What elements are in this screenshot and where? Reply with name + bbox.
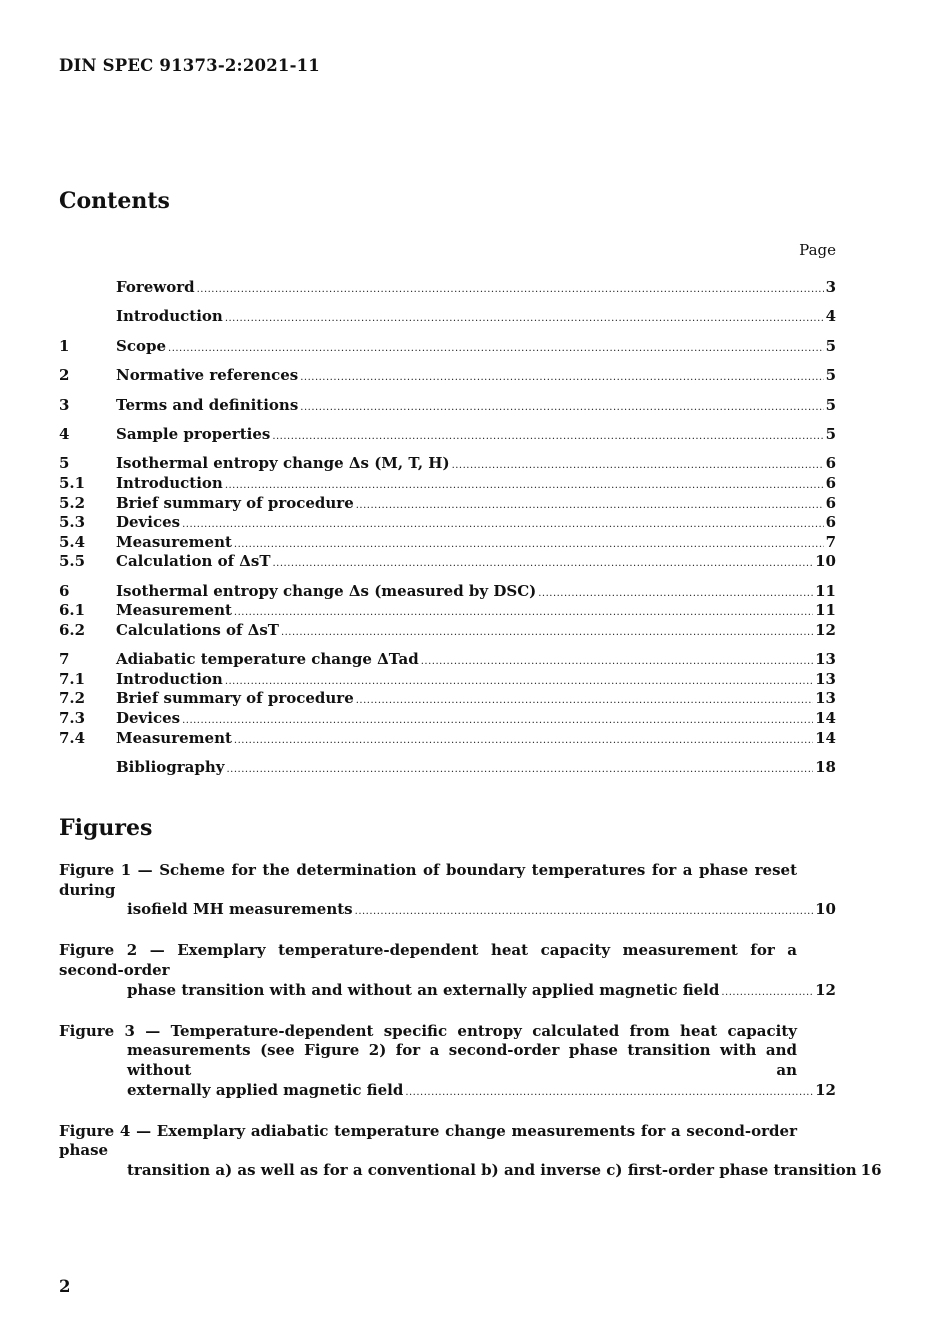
- toc-entry-number: 5.4: [59, 532, 86, 551]
- figure-page: 16: [860, 1160, 882, 1179]
- toc-entry-page: 3: [825, 278, 836, 296]
- toc-entry-title: Devices: [116, 709, 181, 728]
- toc-entry[interactable]: [59, 307, 836, 327]
- figure-entry[interactable]: [59, 1121, 882, 1183]
- dot-leader: [182, 709, 813, 731]
- dot-leader: [272, 425, 823, 447]
- dot-leader: [168, 337, 824, 359]
- toc-entry-page: 6: [825, 473, 836, 492]
- dot-leader: [182, 513, 823, 535]
- toc-entry-number: 5: [59, 454, 70, 473]
- dot-leader: [356, 689, 813, 711]
- dot-leader: [421, 650, 813, 672]
- toc-entry-number: 7.3: [59, 709, 86, 728]
- figure-page: 12: [815, 1080, 836, 1099]
- figure-entry[interactable]: [59, 861, 836, 922]
- toc-entry-title: Introduction: [116, 307, 223, 326]
- toc-entry-number: 2: [59, 366, 70, 385]
- figure-entry[interactable]: [59, 1022, 836, 1102]
- dot-leader: [452, 454, 824, 476]
- dot-leader: [225, 474, 824, 496]
- toc-entry[interactable]: [59, 650, 836, 670]
- toc-entry-page: 5: [825, 395, 836, 414]
- toc-entry-page: 13: [815, 669, 836, 688]
- toc-entry-number: 5.1: [59, 473, 86, 492]
- dot-leader: [234, 601, 813, 623]
- document-id-header: DIN SPEC 91373-2:2021-11: [59, 56, 320, 75]
- toc-entry[interactable]: [59, 513, 836, 533]
- toc-entry-title: Scope: [116, 336, 167, 355]
- figure-caption-line: isofield MH measurements: [127, 900, 353, 919]
- toc-entry-title: Adiabatic temperature change ΔTad: [116, 650, 419, 669]
- toc-entry-title: Measurement: [116, 532, 232, 551]
- toc-entry-number: 5.2: [59, 493, 86, 512]
- figure-caption-line: externally applied magnetic field: [127, 1080, 404, 1099]
- figure-caption-line: measurements (see Figure 2) for a second-order phase transition with and without an: [127, 1041, 797, 1079]
- toc-entry-number: 1: [59, 336, 70, 355]
- toc-entry-page: 6: [825, 493, 836, 512]
- figure-page: 12: [815, 980, 836, 999]
- toc-entry-page: 7: [825, 532, 836, 551]
- dot-leader: [356, 494, 824, 516]
- toc-entry-page: 6: [825, 513, 836, 532]
- toc-entry[interactable]: [59, 396, 836, 416]
- toc-entry[interactable]: [59, 366, 836, 386]
- toc-entry-number: 7.2: [59, 689, 86, 708]
- toc-entry[interactable]: [59, 621, 836, 641]
- dot-leader: [197, 278, 824, 300]
- toc-entry[interactable]: [59, 337, 836, 357]
- toc-entry-title: Brief summary of procedure: [116, 689, 354, 708]
- toc-entry-title: Devices: [116, 513, 181, 532]
- toc-entry-title: Normative references: [116, 366, 299, 385]
- toc-entry-title: Introduction: [116, 473, 223, 492]
- toc-entry[interactable]: [59, 709, 836, 729]
- toc-entry-title: Brief summary of procedure: [116, 493, 354, 512]
- toc-entry[interactable]: [59, 758, 836, 778]
- dot-leader: [234, 533, 824, 555]
- toc-entry[interactable]: [59, 689, 836, 709]
- toc-entry[interactable]: [59, 552, 836, 572]
- toc-entry-number: 4: [59, 424, 70, 443]
- toc-entry-page: 13: [815, 650, 836, 669]
- figure-caption-last-line: [59, 981, 836, 1003]
- figure-caption-line: phase transition with and without an externally applied magnetic field: [127, 980, 720, 999]
- toc-entry-title: Measurement: [116, 601, 232, 620]
- page-number: 2: [59, 1277, 71, 1296]
- figure-caption-line: transition a) as well as for a conventional b) and inverse c) first-order phase transition: [127, 1160, 857, 1179]
- toc-entry-title: Terms and definitions: [116, 395, 299, 414]
- toc-entry[interactable]: [59, 278, 836, 298]
- toc-entry-number: 7.1: [59, 669, 86, 688]
- list-of-figures: [59, 861, 882, 1202]
- toc-entry[interactable]: [59, 670, 836, 690]
- toc-entry-title: Measurement: [116, 728, 232, 747]
- figure-caption-line: Figure 3 — Temperature-dependent specific entropy calculated from heat capacity: [59, 1021, 797, 1040]
- toc-entry-title: Sample properties: [116, 424, 271, 443]
- toc-entry-page: 14: [815, 709, 836, 728]
- toc-entry-title: Isothermal entropy change Δs (measured by DSC): [116, 581, 537, 600]
- figure-entry[interactable]: [59, 941, 836, 1002]
- toc-entry-page: 10: [815, 552, 836, 571]
- dot-leader: [281, 621, 813, 643]
- toc-entry-page: 14: [815, 728, 836, 747]
- dot-leader: [405, 1081, 813, 1103]
- page-column-label: Page: [799, 241, 836, 259]
- toc-entry[interactable]: [59, 582, 836, 602]
- figure-caption-line: Figure 1 — Scheme for the determination of boundary temperatures for a phase reset during: [59, 861, 797, 899]
- contents-heading: Contents: [59, 188, 170, 214]
- toc-entry-page: 18: [815, 758, 836, 777]
- figure-caption-last-line: [59, 1081, 836, 1103]
- dot-leader: [355, 900, 813, 922]
- dot-leader: [234, 729, 813, 751]
- dot-leader: [300, 366, 823, 388]
- toc-entry[interactable]: [59, 425, 836, 445]
- dot-leader: [227, 758, 814, 780]
- toc-entry-number: 7: [59, 650, 70, 669]
- figure-caption-last-line: [59, 900, 836, 922]
- toc-entry-page: 5: [825, 366, 836, 385]
- toc-entry-title: Foreword: [116, 278, 195, 296]
- toc-entry-number: 6: [59, 581, 70, 600]
- toc-entry-number: 6.2: [59, 620, 86, 639]
- toc-entry-number: 5.3: [59, 513, 86, 532]
- toc-entry-number: 5.5: [59, 552, 86, 571]
- toc-entry-number: 3: [59, 395, 70, 414]
- toc-entry[interactable]: [59, 601, 836, 621]
- figure-caption-line: Figure 4 — Exemplary adiabatic temperature change measurements for a second-order phase: [59, 1121, 797, 1160]
- toc-entry[interactable]: [59, 533, 836, 553]
- dot-leader: [538, 582, 813, 604]
- toc-entry[interactable]: [59, 729, 836, 749]
- toc-entry-page: 6: [825, 454, 836, 473]
- toc-entry-title: Calculations of ΔsT: [116, 620, 279, 639]
- toc-entry-page: 11: [815, 581, 836, 600]
- toc-entry-title: Bibliography: [116, 758, 225, 777]
- dot-leader: [721, 981, 813, 1003]
- figure-page: 10: [815, 900, 836, 919]
- toc-entry-page: 12: [815, 620, 836, 639]
- toc-entry-page: 11: [815, 601, 836, 620]
- toc-entry-page: 4: [825, 307, 836, 326]
- dot-leader: [273, 552, 814, 574]
- toc-entry[interactable]: [59, 494, 836, 514]
- dot-leader: [225, 307, 824, 329]
- toc-entry-title: Introduction: [116, 669, 223, 688]
- toc-entry[interactable]: [59, 454, 836, 474]
- dot-leader: [300, 396, 823, 418]
- figure-caption-last-line: [59, 1160, 882, 1183]
- toc-entry[interactable]: [59, 474, 836, 494]
- dot-leader: [225, 670, 813, 692]
- toc-entry-title: Isothermal entropy change Δs (M, T, H): [116, 454, 450, 473]
- toc-entry-number: 6.1: [59, 601, 86, 620]
- toc-entry-title: Calculation of ΔsT: [116, 552, 271, 571]
- toc-entry-page: 13: [815, 689, 836, 708]
- toc-entry-page: 5: [825, 336, 836, 355]
- table-of-contents: [59, 278, 836, 778]
- toc-entry-page: 5: [825, 424, 836, 443]
- toc-entry-number: 7.4: [59, 728, 86, 747]
- figures-heading: Figures: [59, 815, 153, 841]
- figure-caption-line: Figure 2 — Exemplary temperature-dependent heat capacity measurement for a second-order: [59, 941, 797, 979]
